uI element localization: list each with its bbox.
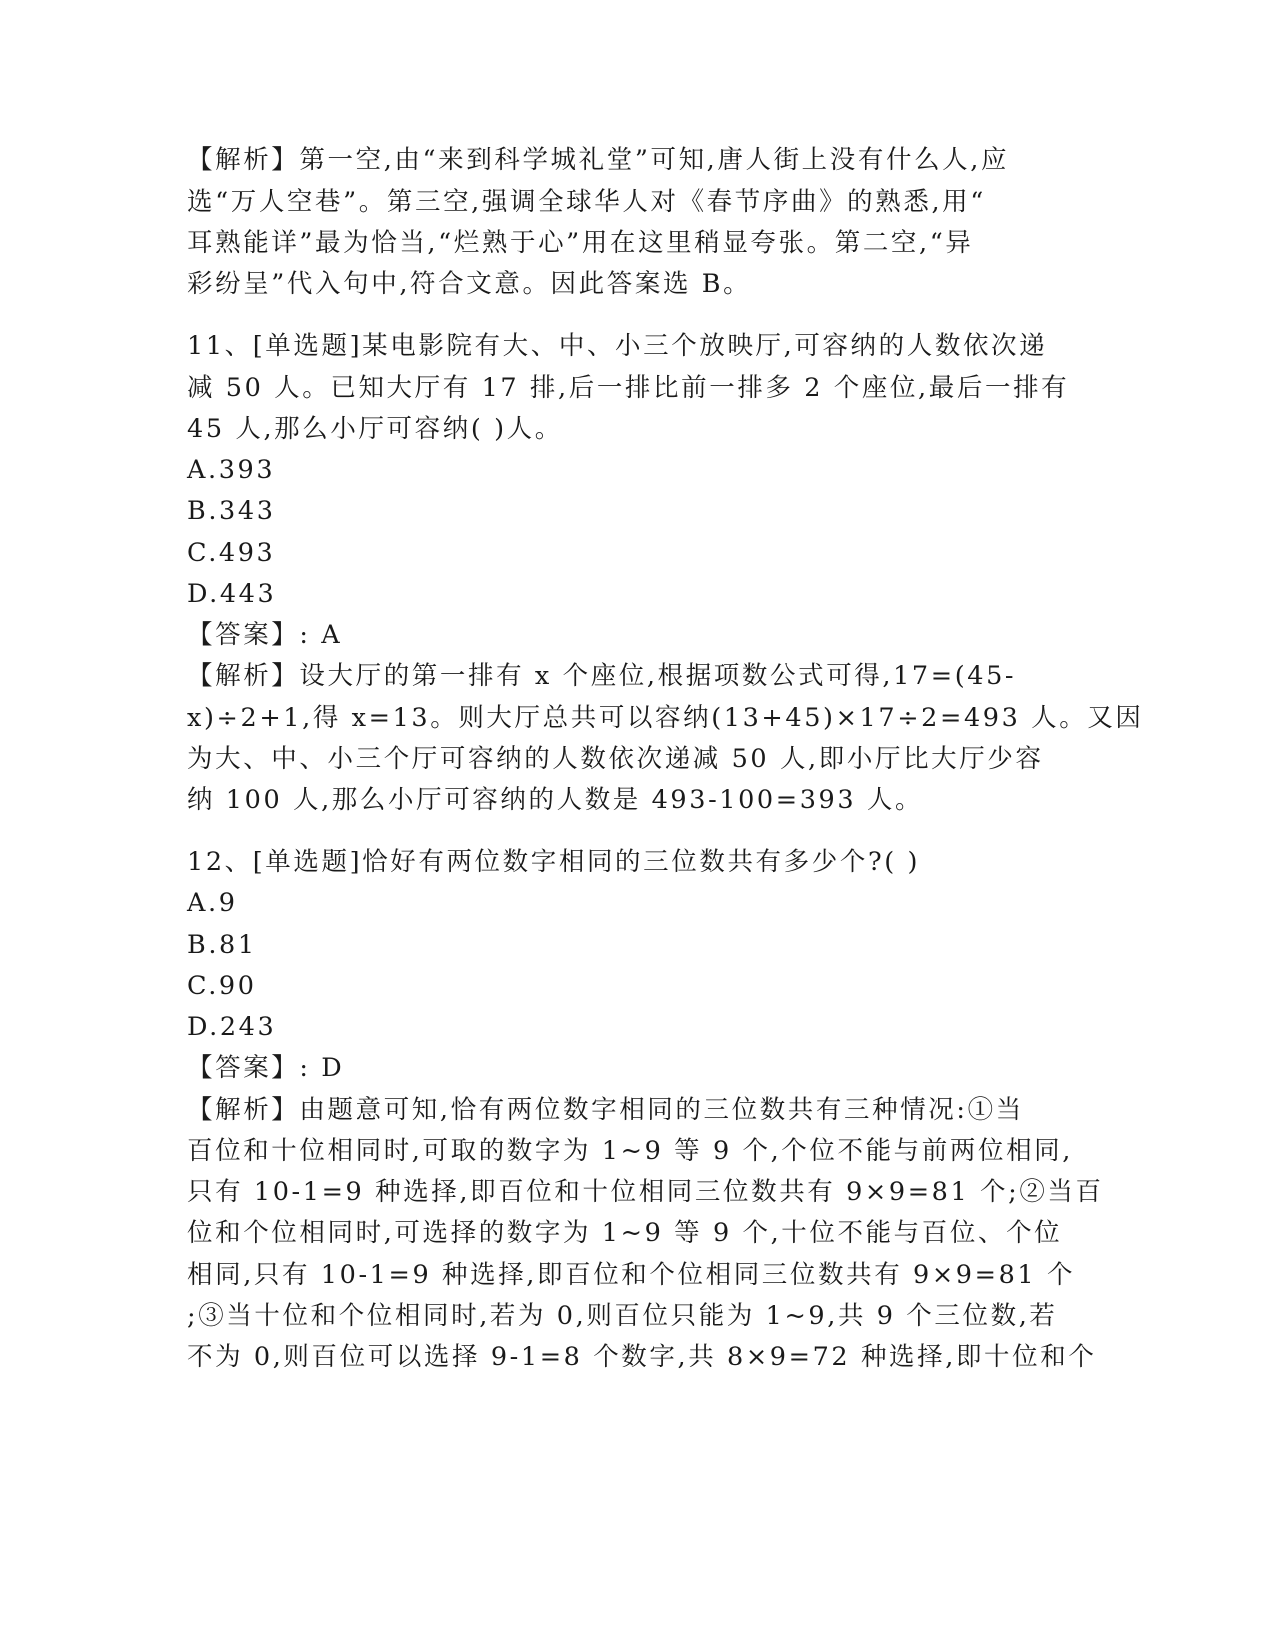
question-11-option-b: B.343: [187, 496, 276, 526]
explanation-q11-line-3: 为大、中、小三个厅可容纳的人数依次递减 50 人,即小厅比大厅少容: [187, 744, 1044, 774]
question-12-answer: 【答案】: D: [187, 1053, 345, 1083]
question-11-option-d: D.443: [187, 579, 277, 609]
explanation-q12-line-4: 位和个位相同时,可选择的数字为 1~9 等 9 个,十位不能与百位、个位: [187, 1218, 1063, 1248]
explanation-q12-line-3: 只有 10-1=9 种选择,即百位和十位相同三位数共有 9×9=81 个;②当百: [187, 1177, 1104, 1207]
question-11-option-a: A.393: [187, 455, 276, 485]
explanation-q11-line-1: 【解析】设大厅的第一排有 x 个座位,根据项数公式可得,17=(45-: [187, 661, 1017, 691]
question-11-answer: 【答案】: A: [187, 620, 343, 650]
question-11-line-2: 减 50 人。已知大厅有 17 排,后一排比前一排多 2 个座位,最后一排有: [187, 373, 1070, 403]
explanation-q10-line-4: 彩纷呈”代入句中,符合文意。因此答案选 B。: [187, 269, 752, 299]
explanation-q10-line-1: 【解析】第一空,由“来到科学城礼堂”可知,唐人街上没有什么人,应: [187, 145, 1010, 175]
explanation-q11-line-4: 纳 100 人,那么小厅可容纳的人数是 493-100=393 人。: [187, 785, 924, 815]
explanation-q12-line-5: 相同,只有 10-1=9 种选择,即百位和个位相同三位数共有 9×9=81 个: [187, 1260, 1076, 1290]
explanation-q12-line-6: ;③当十位和个位相同时,若为 0,则百位只能为 1~9,共 9 个三位数,若: [187, 1301, 1058, 1331]
question-11-option-c: C.493: [187, 538, 276, 568]
explanation-q10-line-3: 耳熟能详”最为恰当,“烂熟于心”用在这里稍显夸张。第二空,“异: [187, 228, 974, 258]
explanation-q10-line-2: 选“万人空巷”。第三空,强调全球华人对《春节序曲》的熟悉,用“: [187, 187, 986, 217]
question-12-option-d: D.243: [187, 1012, 277, 1042]
question-12-option-a: A.9: [187, 888, 238, 918]
explanation-q12-line-7: 不为 0,则百位可以选择 9-1=8 个数字,共 8×9=72 种选择,即十位和个: [187, 1342, 1097, 1372]
question-12-option-c: C.90: [187, 971, 257, 1001]
question-11-line-3: 45 人,那么小厅可容纳( )人。: [187, 414, 563, 444]
question-12-line-1: 12、[单选题]恰好有两位数字相同的三位数共有多少个?( ): [187, 847, 921, 877]
explanation-q12-line-1: 【解析】由题意可知,恰有两位数字相同的三位数共有三种情况:①当: [187, 1095, 1024, 1125]
question-12-option-b: B.81: [187, 930, 257, 960]
explanation-q11-line-2: x)÷2+1,得 x=13。则大厅总共可以容纳(13+45)×17÷2=493 人。又因: [187, 703, 1144, 733]
question-11-line-1: 11、[单选题]某电影院有大、中、小三个放映厅,可容纳的人数依次递: [187, 331, 1048, 361]
explanation-q12-line-2: 百位和十位相同时,可取的数字为 1~9 等 9 个,个位不能与前两位相同,: [187, 1136, 1073, 1166]
